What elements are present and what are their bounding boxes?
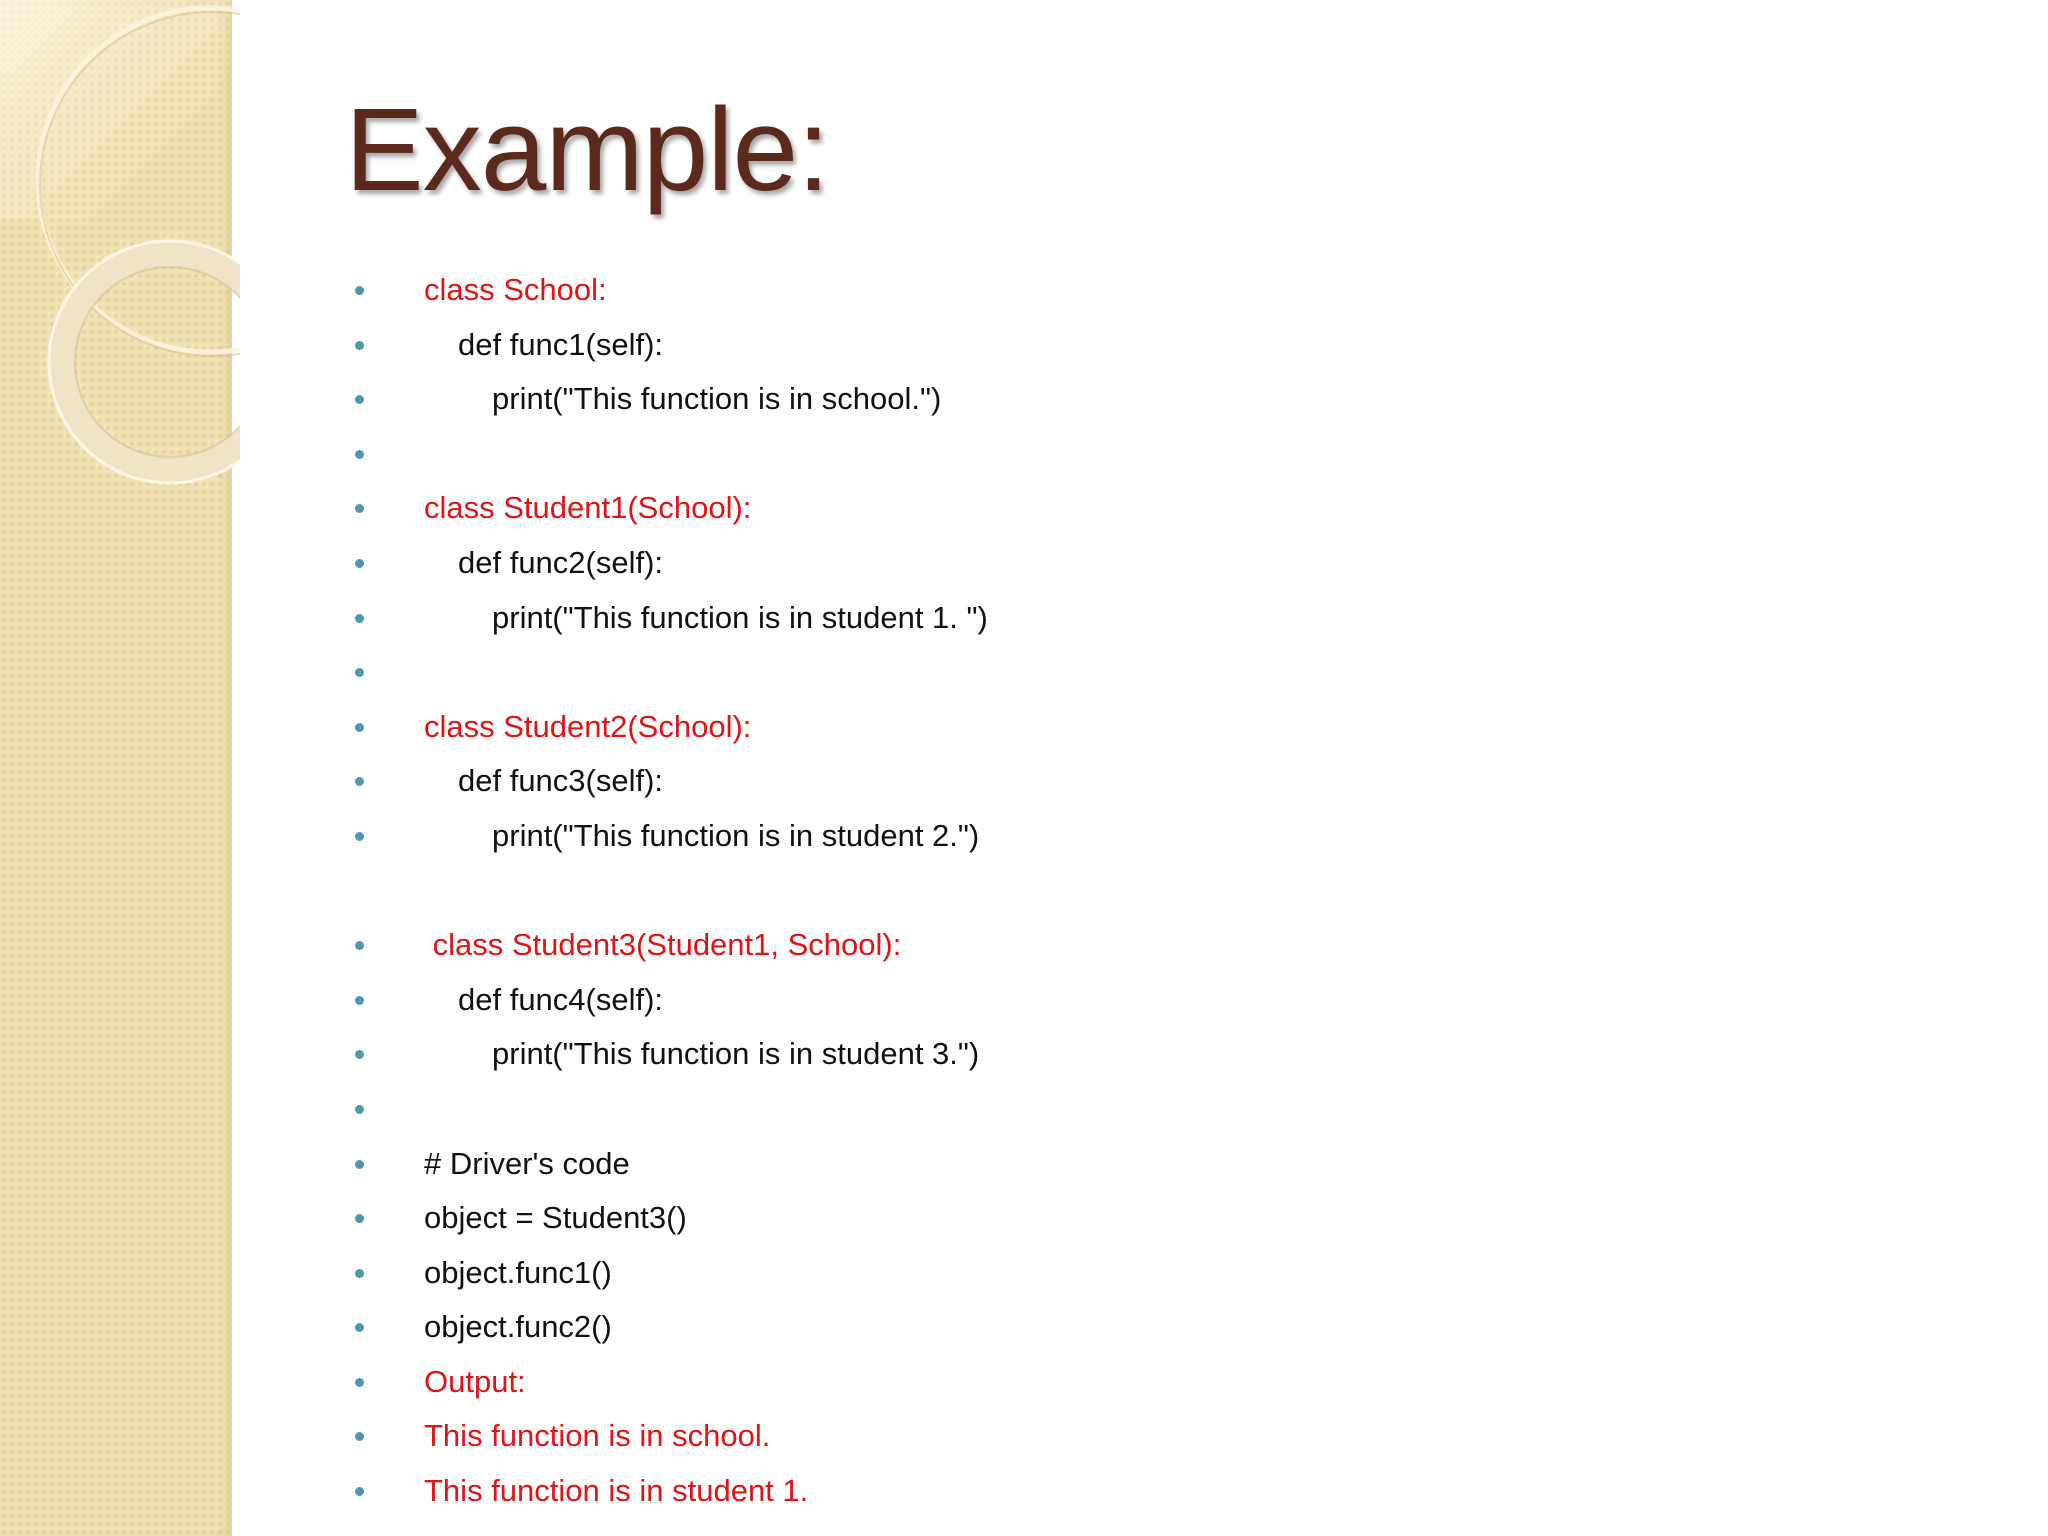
bullet-dot-icon <box>355 1050 364 1059</box>
code-line-text: def func1(self): <box>458 326 664 362</box>
bullet-dot-icon <box>355 1432 364 1441</box>
bullet-dot-icon <box>355 450 364 459</box>
bullet-dot-icon <box>355 1160 364 1169</box>
bullet-dot-icon <box>355 1105 364 1114</box>
code-line-text: def func3(self): <box>458 763 664 799</box>
bullet-dot-icon <box>355 1378 364 1387</box>
code-line-text: class School: <box>424 272 607 307</box>
bullet-dot-icon <box>355 996 364 1005</box>
bullet-dot-icon <box>355 668 364 677</box>
code-line-text: object = Student3() <box>424 1200 687 1236</box>
bullet-dot-icon <box>355 1323 364 1332</box>
slide-title: Example: <box>345 84 829 216</box>
bullet-dot-icon <box>355 395 364 404</box>
code-line-text: # Driver's code <box>424 1145 630 1181</box>
code-line-text: This function is in school. <box>424 1418 771 1454</box>
code-line-text: class Student2(School): <box>424 708 752 744</box>
bullet-dot-icon <box>355 614 364 623</box>
bullet-dot-icon <box>355 832 364 841</box>
code-line-text: Output: <box>424 1363 526 1399</box>
code-line-text: print("This function is in student 1. ") <box>492 599 988 635</box>
bullet-dot-icon <box>355 1487 364 1496</box>
code-line-text: print("This function is in student 2.") <box>492 817 980 853</box>
bullet-dot-icon <box>355 941 364 950</box>
code-line-text: class Student1(School): <box>424 490 752 526</box>
code-line-text: object.func1() <box>424 1254 612 1290</box>
bullet-dot-icon <box>355 723 364 732</box>
bullet-dot-icon <box>355 341 364 350</box>
bullet-dot-icon <box>355 504 364 513</box>
bullet-dot-icon <box>355 1269 364 1278</box>
bullet-dot-icon <box>355 286 364 295</box>
bullet-dot-icon <box>355 559 364 568</box>
bullet-dot-icon <box>355 1214 364 1223</box>
code-line-text: object.func2() <box>424 1309 612 1345</box>
code-line-text: def func4(self): <box>458 981 664 1017</box>
code-line-text: class Student3(Student1, School): <box>424 927 902 963</box>
code-line-text: print("This function is in school.") <box>492 381 942 417</box>
decorative-side-band <box>0 0 232 1536</box>
code-line-text: print("This function is in student 3.") <box>492 1036 980 1072</box>
code-line-text: This function is in student 1. <box>424 1473 809 1509</box>
code-line-text: def func2(self): <box>458 544 664 580</box>
bullet-dot-icon <box>355 777 364 786</box>
corner-highlight <box>0 0 230 220</box>
